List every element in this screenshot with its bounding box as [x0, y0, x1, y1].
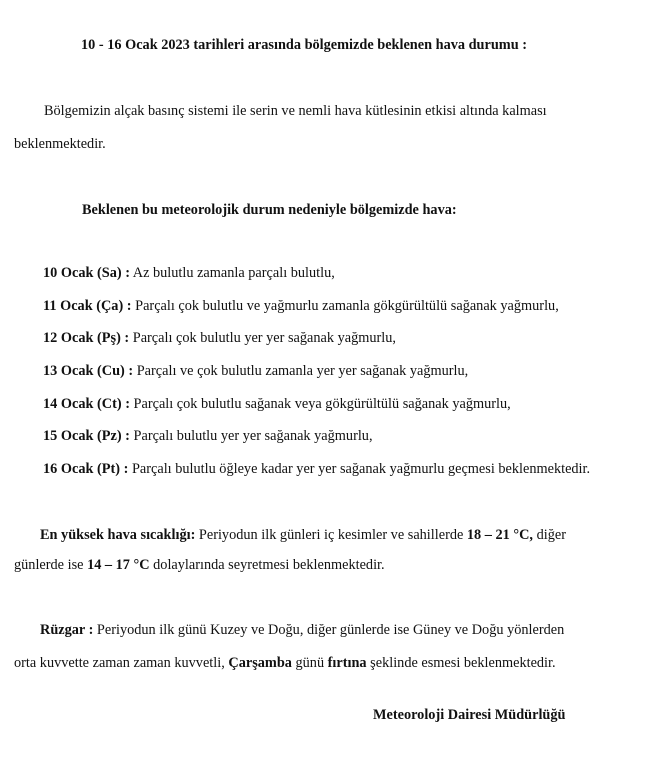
forecast-row-16	[43, 461, 590, 478]
temperature-text: diğer	[533, 527, 566, 543]
forecast-day-label: 16 Ocak (Pt) :	[43, 461, 129, 477]
forecast-row-14	[43, 396, 511, 413]
wind-text: Periyodun ilk günü Kuzey ve Doğu, diğer günlerde ise Güney ve Doğu yönlerden	[93, 622, 565, 638]
document-title: 10 - 16 Ocak 2023 tarihleri arasında bölgemizde beklenen hava durumu :	[81, 37, 527, 53]
forecast-text: Parçalı bulutlu yer yer sağanak yağmurlu,	[129, 428, 373, 444]
forecast-day-label: 14 Ocak (Ct) :	[43, 396, 130, 412]
wind-line-1	[40, 622, 564, 639]
forecast-row-13	[43, 363, 468, 380]
forecast-text: Parçalı çok bulutlu ve yağmurlu zamanla gökgürültülü sağanak yağmurlu,	[131, 298, 559, 314]
forecast-day-label: 12 Ocak (Pş) :	[43, 330, 130, 346]
forecast-text: Parçalı çok bulutlu yer yer sağanak yağmurlu,	[129, 330, 396, 346]
wind-label: Rüzgar :	[40, 622, 94, 638]
signature: Meteoroloji Dairesi Müdürlüğü	[373, 707, 566, 723]
forecast-row-12	[43, 330, 396, 347]
intro-line-2: beklenmektedir.	[14, 136, 106, 152]
temperature-range-high: 18 – 21 °C,	[466, 527, 533, 543]
wind-line-2	[14, 655, 556, 672]
forecast-text: Az bulutlu zamanla parçalı bulutlu,	[129, 265, 335, 281]
wind-text: orta kuvvette zaman zaman kuvvetli,	[14, 655, 229, 671]
forecast-row-11	[43, 298, 559, 315]
forecast-day-label: 15 Ocak (Pz) :	[43, 428, 130, 444]
temperature-label: En yüksek hava sıcaklığı:	[40, 527, 196, 543]
temperature-line-2	[14, 557, 385, 574]
forecast-row-15	[43, 428, 373, 445]
forecast-row-10	[43, 265, 335, 282]
wind-storm: fırtına	[327, 655, 367, 671]
wind-text: günü	[291, 655, 328, 671]
wind-text: şeklinde esmesi beklenmektedir.	[366, 655, 556, 671]
temperature-text: Periyodun ilk günleri iç kesimler ve sahillerde	[195, 527, 467, 543]
wind-day: Çarşamba	[228, 655, 292, 671]
temperature-text: günlerde ise	[14, 557, 88, 573]
forecast-subheading: Beklenen bu meteorolojik durum nedeniyle bölgemizde hava:	[82, 202, 457, 218]
forecast-text: Parçalı çok bulutlu sağanak veya gökgürültülü sağanak yağmurlu,	[129, 396, 511, 412]
temperature-range-low: 14 – 17 °C	[87, 557, 150, 573]
intro-line-1: Bölgemizin alçak basınç sistemi ile serin ve nemli hava kütlesinin etkisi altında kalması	[44, 103, 547, 119]
forecast-day-label: 11 Ocak (Ça) :	[43, 298, 132, 314]
forecast-text: Parçalı bulutlu öğleye kadar yer yer sağanak yağmurlu geçmesi beklenmektedir.	[128, 461, 591, 477]
forecast-day-label: 13 Ocak (Cu) :	[43, 363, 134, 379]
forecast-day-label: 10 Ocak (Sa) :	[43, 265, 130, 281]
forecast-text: Parçalı ve çok bulutlu zamanla yer yer sağanak yağmurlu,	[133, 363, 469, 379]
temperature-text: dolaylarında seyretmesi beklenmektedir.	[149, 557, 385, 573]
temperature-line-1	[40, 527, 566, 544]
